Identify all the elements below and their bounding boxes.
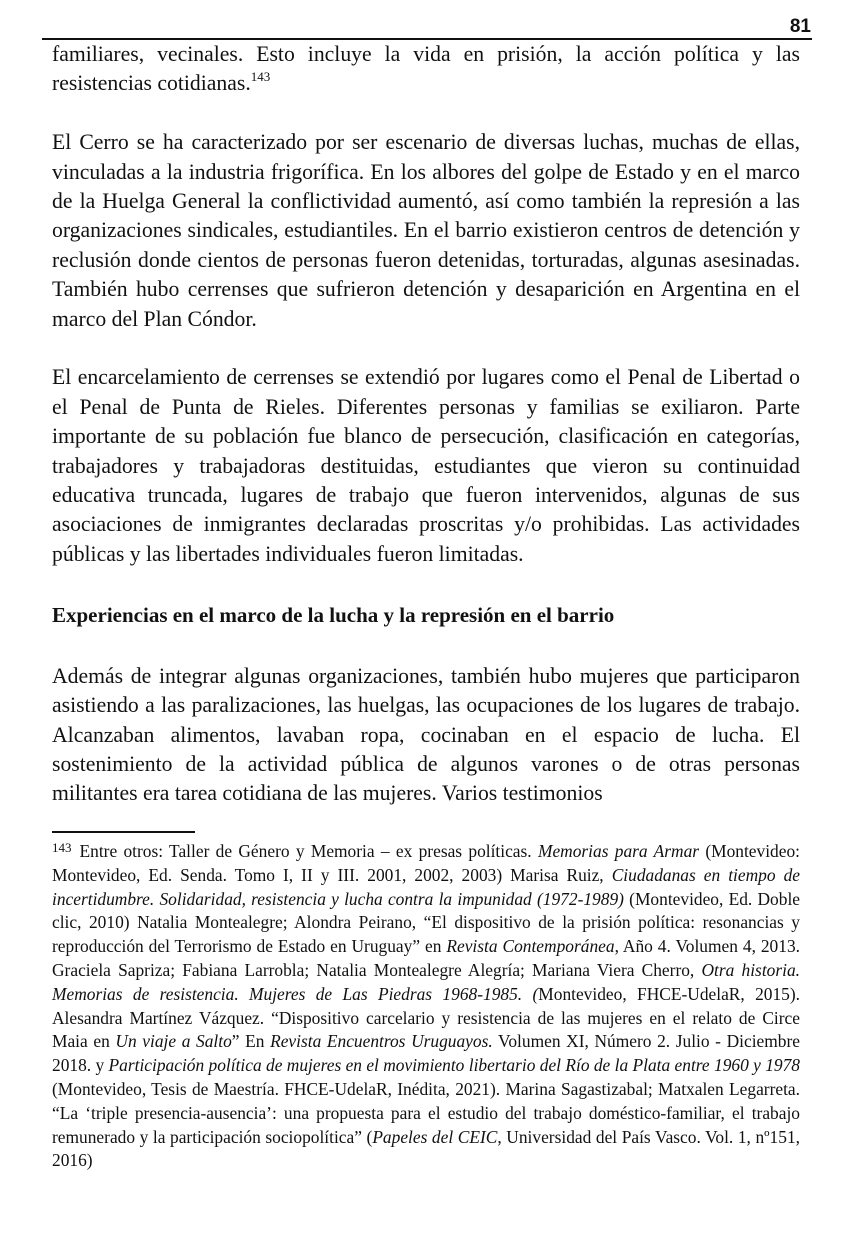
footnote-italic-segment: Un viaje a Salto <box>115 1031 232 1052</box>
footnote-italic-segment: Memorias para Armar <box>537 841 700 861</box>
footnote-text <box>52 841 800 1170</box>
footnote-segment: ” En <box>231 1031 271 1052</box>
footnote-segment: (Montevideo: Montevideo, Ed. Senda. Tomo I, II y III. 2001, 2002, 2003) Marisa Ruiz, <box>52 841 800 885</box>
footnote-italic-segment: Papeles del CEIC <box>372 1126 498 1147</box>
footnote-segment: (Montevideo, Ed. Doble clic, 2010) Natalia Montealegre; Alondra Peirano, “El dispositivo de la prisión política: resonancias y reproducción del Terrorismo de Estado en Uruguay” en <box>52 888 800 957</box>
footnote-segment: Volumen XI, Número 2. Julio - Diciembre 2018. y <box>52 1031 800 1076</box>
footnote-italic-segment: Revista Contemporánea <box>446 936 615 957</box>
footnote-segment: , Universidad del País Vasco. Vol. 1, nº151, 2016) <box>52 1126 800 1171</box>
footnote-segment: Entre otros: Taller de Género y Memoria – ex presas políticas. <box>79 841 538 861</box>
body-text <box>52 40 800 809</box>
footnote-italic-segment: Ciudadanas en tiempo de incertidumbre. Solidaridad, resistencia y lucha contra la impunidad (1972-1989) <box>52 864 800 909</box>
paragraph-3: El encarcelamiento de cerrenses se extendió por lugares como el Penal de Libertad o el Penal de Punta de Rieles. Diferentes personas y familias se exiliaron. Parte importante de su población fue blanco de persecución, clasificación en categorías, trabajadores y trabajadoras destituidas, estudiantes que vieron su continuidad educativa truncada, lugares de trabajo que fueron intervenidos, algunas de sus asociaciones de inmigrantes declaradas proscritas y/o prohibidas. Las actividades públicas y las libertades individuales fueron limitadas. <box>52 365 800 566</box>
footnote-italic-segment: Participación política de mujeres en el movimiento libertario del Río de la Plata entre 1960 y 1978 <box>108 1055 800 1076</box>
paragraph-1-text: familiares, vecinales. Esto incluye la vida en prisión, la acción política y las resistencias cotidianas. <box>52 42 800 96</box>
footnote-reference[interactable]: 143 <box>250 69 271 85</box>
footnote-segment: , Año 4. Volumen 4, 2013. Graciela Sapriza; Fabiana Larrobla; Natalia Montealegre Alegría; Mariana Viera Cherro, <box>52 936 800 980</box>
footnotes <box>52 836 800 1173</box>
page-number: 81 <box>789 16 811 37</box>
section-heading: Experiencias en el marco de la lucha y la represión en el barrio <box>52 603 615 628</box>
paragraph-1 <box>52 40 800 99</box>
footnote-rule <box>52 831 195 833</box>
paragraph-2: El Cerro se ha caracterizado por ser escenario de diversas luchas, muchas de ellas, vinculadas a la industria frigorífica. En los albores del golpe de Estado y en el marco de la Huelga General la conflictividad aumentó, así como también la represión a las organizaciones sindicales, estudiantiles. En el barrio existieron centros de detención y reclusión donde cientos de personas fueron detenidas, torturadas, algunas asesinadas. También hubo cerrenses que sufrieron detención y desaparición en Argentina en el marco del Plan Cóndor. <box>52 130 800 331</box>
footnote-143 <box>52 836 800 1173</box>
footnote-italic-segment: Revista Encuentros Uruguayos. <box>270 1031 493 1052</box>
footnote-italic-segment: Otra historia. Memorias de resistencia. Mujeres de Las Piedras 1968-1985. ( <box>52 959 800 1004</box>
footnote-segment: (Montevideo, Tesis de Maestría. FHCE-UdelaR, Inédita, 2021). Marina Sagastizabal; Matxalen Legarreta. “La ‘triple presencia-ausencia’: una propuesta para el estudio del trabajo doméstico-familiar, el trabajo remunerado y la participación sociopolítica” ( <box>52 1078 800 1147</box>
footnote-number: 143 <box>52 840 72 855</box>
paragraph-4: Además de integrar algunas organizaciones, también hubo mujeres que participaron asistiendo a las paralizaciones, las huelgas, las ocupaciones de los lugares de trabajo. Alcanzaban alimentos, lavaban ropa, cocinaban en el espacio de lucha. El sostenimiento de la actividad pública de algunos varones o de otras personas militantes era tarea cotidiana de las mujeres. Varios testimonios <box>52 663 800 806</box>
footnote-segment: Montevideo, FHCE-UdelaR, 2015). Alesandra Martínez Vázquez. “Dispositivo carcelario y resistencia de las mujeres en el relato de Circe Maia en <box>52 983 801 1052</box>
